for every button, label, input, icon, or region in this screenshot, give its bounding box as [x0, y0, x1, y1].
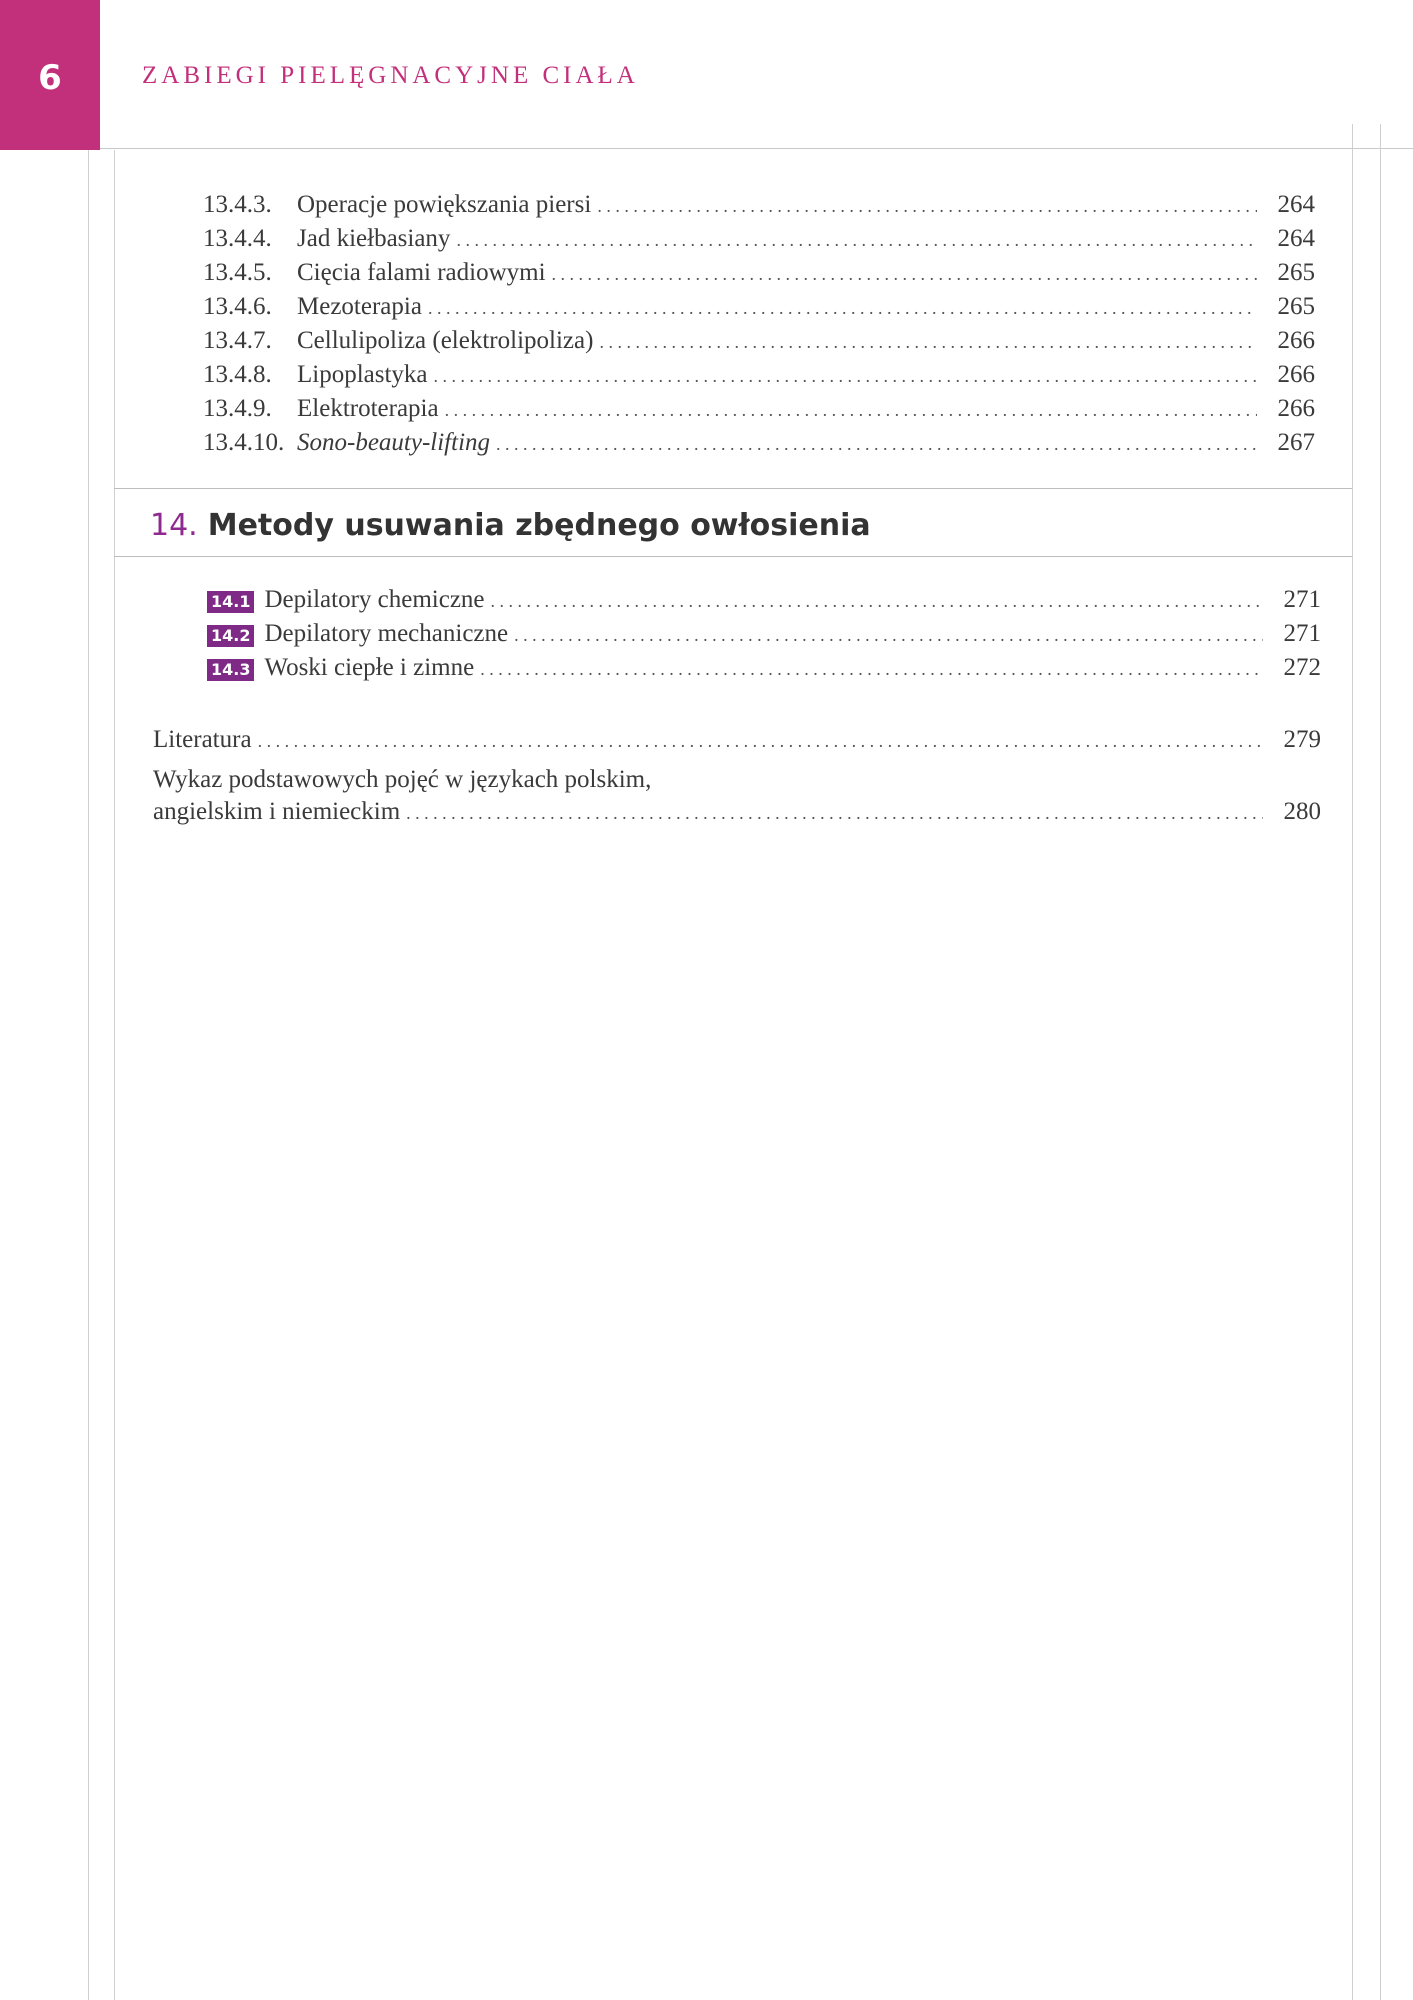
dot-leader: [406, 798, 1263, 828]
dot-leader: [496, 429, 1257, 459]
toc-entry-number: 13.4.10.: [203, 429, 285, 456]
toc-entry-title: Lipoplastyka: [297, 361, 428, 388]
toc-entry-page: 265: [1277, 293, 1315, 320]
toc-entry-title: Operacje powiększania piersi: [297, 191, 592, 218]
toc-entry-glossary-line1[interactable]: Wykaz podstawowych pojęć w językach polskim,: [153, 766, 652, 793]
toc-entry-title: Sono-beauty-lifting: [297, 429, 491, 456]
toc-entry-number: 13.4.7.: [203, 327, 272, 354]
toc-entry-page: 271: [1283, 620, 1321, 647]
chapter-rule-bottom: [114, 556, 1352, 557]
toc-entry-literatura[interactable]: [153, 725, 1321, 756]
chapter-number: 14.: [150, 508, 198, 543]
dot-leader: [597, 191, 1257, 221]
section-number-badge: 14.1: [207, 591, 254, 613]
chapter-heading[interactable]: [150, 508, 871, 543]
toc-entry[interactable]: [203, 360, 1315, 391]
toc-entry-page: 266: [1277, 361, 1315, 388]
toc-entry[interactable]: [203, 428, 1315, 459]
chapter-rule-top: [114, 488, 1352, 489]
toc-entry-title: Depilatory chemiczne: [264, 586, 485, 613]
toc-entry-number: 13.4.3.: [203, 191, 272, 218]
frame-rule-right: [1380, 124, 1381, 2000]
toc-entry[interactable]: [203, 258, 1315, 289]
frame-rule-left-inner: [114, 150, 115, 2000]
section-number-badge: 14.2: [207, 625, 254, 647]
toc-entry-page: 279: [1283, 726, 1321, 753]
toc-entry-page: 265: [1277, 259, 1315, 286]
toc-entry-number: 13.4.9.: [203, 395, 272, 422]
dot-leader: [480, 654, 1263, 684]
toc-entry-page: 271: [1283, 586, 1321, 613]
toc-entry-glossary[interactable]: [153, 797, 1321, 828]
toc-entry-number: 13.4.4.: [203, 225, 272, 252]
dot-leader: [428, 293, 1257, 323]
section-number-badge: 14.3: [207, 659, 254, 681]
page-number: 6: [38, 58, 62, 98]
toc-entry[interactable]: [203, 394, 1315, 425]
toc-entry[interactable]: [203, 224, 1315, 255]
toc-entry[interactable]: [203, 326, 1315, 357]
frame-rule-top: [100, 148, 1413, 149]
toc-entry-number: 13.4.8.: [203, 361, 272, 388]
running-title: ZABIEGI PIELĘGNACYJNE CIAŁA: [142, 62, 639, 89]
dot-leader: [445, 395, 1257, 425]
toc-entry[interactable]: [203, 292, 1315, 323]
toc-entry[interactable]: [207, 653, 1321, 684]
chapter-title: Metody usuwania zbędnego owłosienia: [207, 508, 871, 543]
toc-entry-title: Cięcia falami radiowymi: [297, 259, 546, 286]
toc-entry-page: 266: [1277, 395, 1315, 422]
dot-leader: [491, 586, 1263, 616]
toc-entry-number: 13.4.6.: [203, 293, 272, 320]
toc-entry-page: 272: [1283, 654, 1321, 681]
toc-entry[interactable]: [207, 585, 1321, 616]
toc-entry-title: Depilatory mechaniczne: [264, 620, 509, 647]
toc-entry-title: Literatura: [153, 726, 252, 753]
toc-entry-page: 264: [1277, 225, 1315, 252]
toc-entry[interactable]: [203, 190, 1315, 221]
dot-leader: [258, 726, 1263, 756]
frame-rule-left: [88, 150, 89, 2000]
toc-entry-title: Mezoterapia: [297, 293, 422, 320]
dot-leader: [514, 620, 1263, 650]
frame-rule-right-inner: [1352, 124, 1353, 2000]
dot-leader: [599, 327, 1257, 357]
dot-leader: [434, 361, 1257, 391]
toc-entry-title: angielskim i niemieckim: [153, 798, 401, 825]
toc-entry-title: Cellulipoliza (elektrolipoliza): [297, 327, 594, 354]
dot-leader: [456, 225, 1257, 255]
toc-entry-number: 13.4.5.: [203, 259, 272, 286]
toc-entry-title: Jad kiełbasiany: [297, 225, 451, 252]
toc-entry[interactable]: [207, 619, 1321, 650]
toc-entry-page: 266: [1277, 327, 1315, 354]
toc-entry-page: 280: [1283, 798, 1321, 825]
toc-entry-title: Elektroterapia: [297, 395, 439, 422]
toc-entry-page: 264: [1277, 191, 1315, 218]
toc-entry-title: Woski ciepłe i zimne: [264, 654, 475, 681]
toc-entry-page: 267: [1277, 429, 1315, 456]
dot-leader: [552, 259, 1257, 289]
